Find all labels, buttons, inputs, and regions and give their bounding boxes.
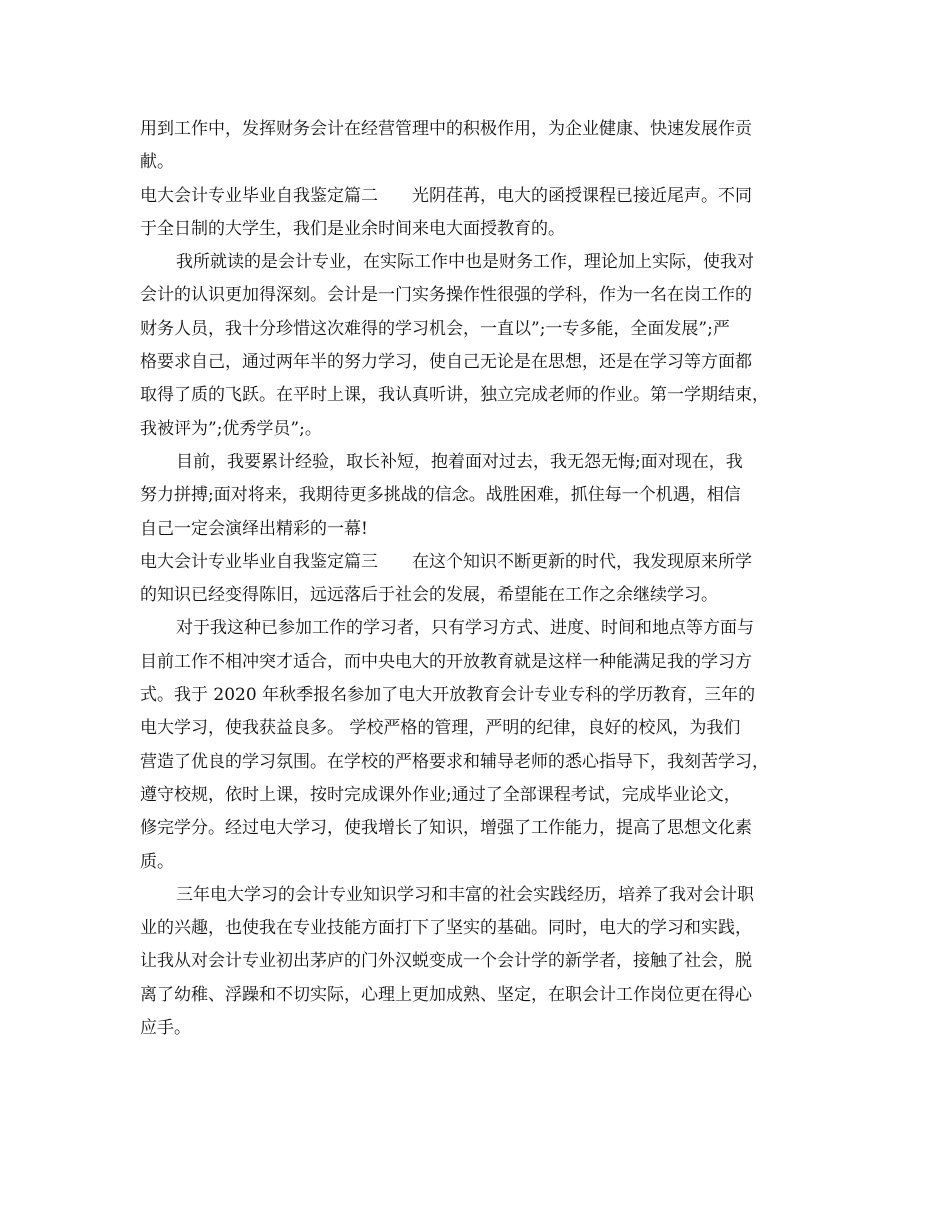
line-text: 三年电大学习的会计专业知识学习和丰富的社会实践经历，培养了我对会计职: [176, 884, 754, 905]
line-text: 格要求自己，通过两年半的努力学习，使自己无论是在思想，还是在学习等方面都: [140, 352, 752, 373]
paragraph-line: [140, 413, 825, 446]
paragraph-line: [140, 313, 825, 346]
paragraph-line: [140, 912, 825, 945]
paragraph-line: [140, 846, 825, 879]
line-text: 让我从对会计专业初出茅庐的门外汉蜕变成一个会计学的新学者，接触了社会，脱: [140, 951, 752, 972]
line-text: 用到工作中，发挥财务会计在经营管理中的积极作用，为企业健康、快速发展作贡: [140, 119, 752, 139]
line-text: 离了幼稚、浮躁和不切实际，心理上更加成熟、坚定，在职会计工作岗位更在得心: [140, 984, 752, 1005]
line-text: 电大学习，使我获益良多。 学校严格的管理，严明的纪律，良好的校风，为我们: [140, 718, 741, 739]
line-text: 光阴荏苒，电大的函授课程已接近尾声。不同: [412, 185, 752, 206]
paragraph-line: [140, 879, 825, 912]
paragraph-line: [140, 612, 825, 645]
line-text: 质。: [140, 851, 174, 872]
paragraph-line: [140, 945, 825, 978]
line-text: 应手。: [140, 1018, 191, 1039]
line-text: 修完学分。经过电大学习，使我增长了知识，增强了工作能力，提高了思想文化素: [140, 818, 752, 839]
paragraph-line: [140, 779, 825, 812]
document-body: [140, 113, 825, 1045]
paragraph-line: [140, 746, 825, 779]
line-text: 目前工作不相冲突才适合，而中央电大的开放教育就是这样一种能满足我的学习方: [140, 651, 752, 672]
line-text: 遵守校规，依时上课，按时完成课外作业;通过了全部课程考试，完成毕业论文，: [140, 784, 741, 805]
paragraph-line: [140, 113, 825, 146]
paragraph-line: [140, 479, 825, 512]
paragraph-line: [140, 246, 825, 279]
line-text: 对于我这种已参加工作的学习者，只有学习方式、进度、时间和地点等方面与: [176, 618, 754, 639]
paragraph-line: [140, 213, 825, 246]
paragraph-line: [140, 379, 825, 412]
paragraph-line: [140, 346, 825, 379]
paragraph-line: [140, 446, 825, 479]
line-text: 营造了优良的学习氛围。在学校的严格要求和辅导老师的悉心指导下，我刻苦学习，: [140, 751, 769, 772]
line-text: 的知识已经变得陈旧，远远落后于社会的发展，希望能在工作之余继续学习。: [140, 585, 718, 606]
line-text: 财务人员，我十分珍惜这次难得的学习机会，一直以”;一专多能，全面发展”;严: [140, 318, 730, 339]
line-text: 我所就读的是会计专业，在实际工作中也是财务工作，理论加上实际，使我对: [176, 252, 754, 273]
line-text: 式。我于 2020 年秋季报名参加了电大开放教育会计专业专科的学历教育，三年的: [140, 685, 756, 706]
section-heading-line: [140, 180, 825, 213]
line-text: 献。: [140, 152, 174, 173]
line-text: 取得了质的飞跃。在平时上课，我认真听讲，独立完成老师的作业。第一学期结束，: [140, 385, 769, 406]
paragraph-line: [140, 579, 825, 612]
section-heading-line: [140, 546, 825, 579]
paragraph-line: [140, 812, 825, 845]
line-text: 目前，我要累计经验，取长补短，抱着面对过去，我无怨无悔;面对现在，我: [176, 451, 743, 472]
paragraph-line: [140, 1012, 825, 1045]
section-heading: 电大会计专业毕业自我鉴定篇二: [140, 185, 378, 206]
paragraph-line: [140, 146, 825, 179]
section-heading: 电大会计专业毕业自我鉴定篇三: [140, 551, 378, 572]
paragraph-line: [140, 513, 825, 546]
line-text: 我被评为”;优秀学员”;。: [140, 418, 322, 439]
line-text: 业的兴趣，也使我在专业技能方面打下了坚实的基础。同时，电大的学习和实践，: [140, 918, 752, 939]
paragraph-line: [140, 979, 825, 1012]
paragraph-line: [140, 279, 825, 312]
line-text: 努力拼搏;面对将来，我期待更多挑战的信念。战胜困难，抓住每一个机遇，相信: [140, 485, 741, 506]
line-text: 于全日制的大学生，我们是业余时间来电大面授教育的。: [140, 218, 565, 239]
line-text: 自己一定会演绎出精彩的一幕!: [140, 518, 368, 539]
paragraph-line: [140, 679, 825, 712]
line-text: 在这个知识不断更新的时代，我发现原来所学: [412, 551, 752, 572]
line-text: 会计的认识更加得深刻。会计是一门实务操作性很强的学科，作为一名在岗工作的: [140, 285, 752, 306]
paragraph-line: [140, 646, 825, 679]
paragraph-line: [140, 712, 825, 745]
